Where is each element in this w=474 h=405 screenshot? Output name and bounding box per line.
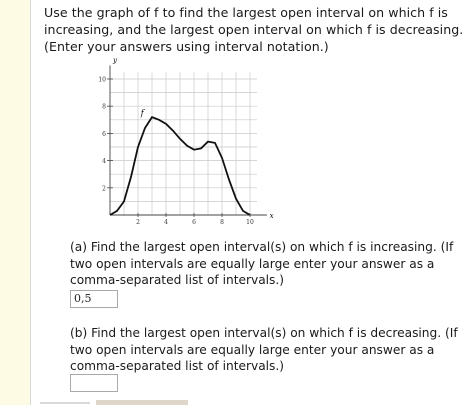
y-tick-label: 6 bbox=[102, 130, 106, 138]
bottom-buttons-fragment bbox=[96, 400, 188, 405]
part-b-prompt: (b) Find the largest open interval(s) on which f is decreasing. (If two open intervals are equally large enter your answer as a comma-separated list of intervals.) bbox=[70, 326, 458, 373]
x-tick-label: 2 bbox=[136, 219, 140, 225]
x-tick-label: 4 bbox=[164, 219, 168, 225]
x-tick-label: 8 bbox=[220, 219, 224, 225]
left-margin-stripe bbox=[0, 0, 31, 405]
y-axis-label: y bbox=[113, 56, 117, 65]
y-tick-label: 8 bbox=[102, 103, 106, 111]
y-tick-label: 10 bbox=[98, 76, 106, 84]
y-tick-labels bbox=[98, 77, 113, 193]
part-b-answer-input[interactable] bbox=[70, 374, 118, 392]
part-a-answer-input[interactable] bbox=[70, 290, 118, 308]
part-a-prompt: (a) Find the largest open interval(s) on which f is increasing. (If two open intervals are equally large enter your answer as a comma-separated list of intervals.) bbox=[70, 240, 454, 287]
y-tick-label: 4 bbox=[102, 158, 106, 166]
curve-label: f bbox=[140, 108, 144, 118]
graph-axes bbox=[110, 65, 267, 215]
x-tick-label: 10 bbox=[246, 219, 254, 225]
function-graph bbox=[88, 55, 278, 225]
y-tick-label: 2 bbox=[102, 185, 106, 193]
x-tick-label: 6 bbox=[192, 219, 196, 225]
question-text: Use the graph of f to find the largest open interval on which f is increasing, and the largest open interval on which f is decreasing. (Enter your answers using interval notation.) bbox=[44, 5, 464, 54]
x-axis-label: x bbox=[269, 212, 274, 220]
bottom-link-fragment bbox=[40, 402, 90, 404]
